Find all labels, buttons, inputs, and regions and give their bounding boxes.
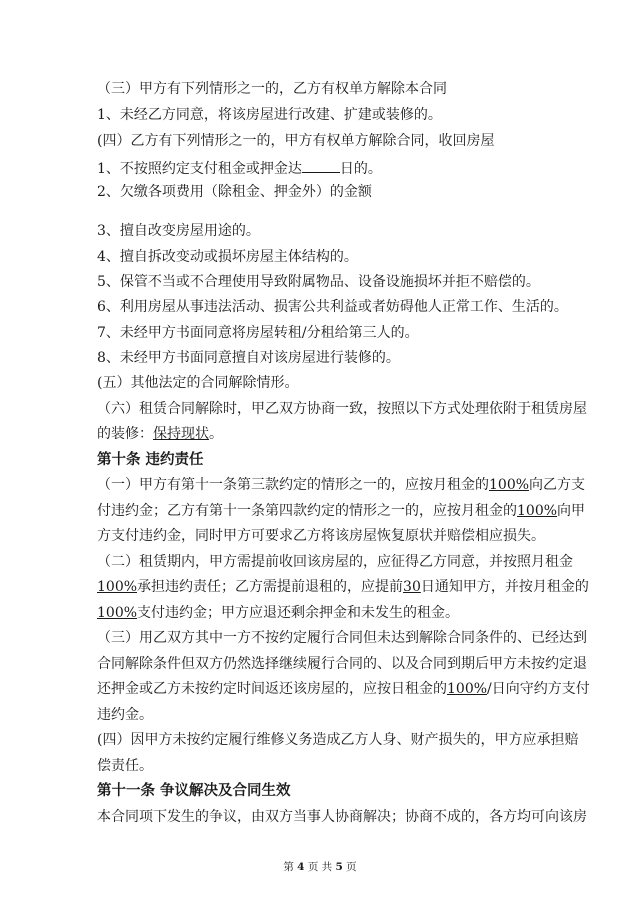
item-1-text-end: 日的。 — [339, 161, 382, 177]
text: 还押金或乙方未按约定时间返还该房屋的，应按日租金的 — [97, 681, 447, 697]
clause-10-2-line-2 — [97, 578, 589, 596]
clause-10-2-line-3 — [97, 604, 547, 622]
clause-10-3-line-3 — [97, 680, 590, 698]
clause-10-4-line-1: (四）因甲方未按约定履行维修义务造成乙方人身、财产损失的，甲方应承担赔 — [97, 732, 579, 748]
decoration-label: 的装修： — [97, 426, 153, 442]
text: 支付违约金；甲方应退还剩余押金和未发生的租金。 — [137, 605, 460, 621]
clause-9-3-heading: （三）甲方有下列情形之一的，乙方有权单方解除本合同 — [97, 81, 447, 97]
clause-10-2-line-1: （二）租赁期内，甲方需提前收回该房屋的，应征得乙方同意，并按照月租金 — [97, 554, 573, 570]
clause-10-3-line-4: 违约金。 — [97, 707, 153, 723]
clause-9-4-item-1 — [97, 158, 547, 178]
percent-value: 100% — [517, 503, 558, 519]
percent-value: 100% — [489, 477, 530, 493]
clause-10-1-line-3: 方支付违约金，同时甲方可要求乙方将该房屋恢复原状并赔偿相应损失。 — [97, 528, 545, 544]
clause-9-4-heading: (四）乙方有下列情形之一的，甲方有权单方解除合同，收回房屋 — [97, 133, 495, 149]
clause-10-3-line-1: （三）用乙双方其中一方不按约定履行合同但未达到解除合同条件的、已经达到 — [97, 630, 587, 646]
total-page-count: 5 — [335, 861, 343, 873]
text: 向乙方支 — [529, 477, 586, 493]
footer-prefix: 第 — [283, 861, 298, 873]
clause-10-4-line-2: 偿责任。 — [97, 758, 153, 774]
blank-days-field — [302, 158, 340, 173]
article-10-heading: 第十条 违约责任 — [97, 452, 204, 468]
article-11-line-1: 本合同项下发生的争议，由双方当事人协商解决；协商不成的，各方均可向该房 — [97, 809, 587, 825]
clause-10-3-line-2: 合同解除条件但双方仍然选择继续履行合同的、以及合同到期后甲方未按约定退 — [97, 656, 587, 672]
period: 。 — [209, 426, 223, 442]
footer-middle: 页 共 — [304, 861, 336, 873]
footer-suffix: 页 — [342, 861, 357, 873]
item-1-text: 1、不按照约定支付租金或押金达 — [97, 161, 302, 177]
text: （一）甲方有第十一条第三款约定的情形之一的，应按月租金的 — [97, 477, 489, 493]
clause-9-4-item-6: 6、利用房屋从事违法活动、损害公共利益或者妨碍他人正常工作、生活的。 — [97, 299, 568, 315]
percent-value: 100% — [97, 605, 138, 621]
text: 付违约金；乙方有第十一条第四款约定的情形之一的，应按月租金的 — [97, 503, 517, 519]
clause-9-4-item-8: 8、未经甲方书面同意擅自对该房屋进行装修的。 — [97, 350, 400, 366]
notice-days-value: 30 — [403, 579, 421, 595]
percent-value: 100% — [447, 681, 488, 697]
text: 向甲 — [557, 503, 586, 519]
clause-9-3-item-1: 1、未经乙方同意，将该房屋进行改建、扩建或装修的。 — [97, 107, 442, 123]
text: /日向守约方支付 — [487, 681, 590, 697]
clause-9-4-item-2: 2、欠缴各项费用（除租金、押金外）的金额 — [97, 184, 372, 200]
page-footer — [0, 860, 640, 874]
clause-9-4-item-4: 4、擅自拆改变动或损坏房屋主体结构的。 — [97, 249, 358, 265]
current-page-number: 4 — [297, 861, 305, 873]
clause-10-1-line-2 — [97, 502, 586, 520]
text: 承担违约责任；乙方需提前退租的，应提前 — [137, 579, 404, 595]
percent-value: 100% — [97, 579, 138, 595]
clause-9-6-line-2 — [97, 425, 547, 443]
clause-9-5: (五）其他法定的合同解除情形。 — [97, 375, 299, 391]
clause-9-4-item-5: 5、保管不当或不合理使用导致附属物品、设备设施损坏并拒不赔偿的。 — [97, 274, 540, 290]
decoration-choice: 保持现状 — [153, 426, 209, 442]
clause-9-4-item-7: 7、未经甲方书面同意将房屋转租/分租给第三人的。 — [97, 325, 419, 341]
clause-9-4-item-3: 3、擅自改变房屋用途的。 — [97, 223, 260, 239]
clause-9-6-line-1: （六）租赁合同解除时，甲乙双方协商一致，按照以下方式处理依附于租赁房屋 — [97, 401, 587, 417]
article-11-heading: 第十一条 争议解决及合同生效 — [97, 783, 291, 799]
text: 日通知甲方，并按月租金的 — [420, 579, 589, 595]
clause-10-1-line-1 — [97, 476, 586, 494]
